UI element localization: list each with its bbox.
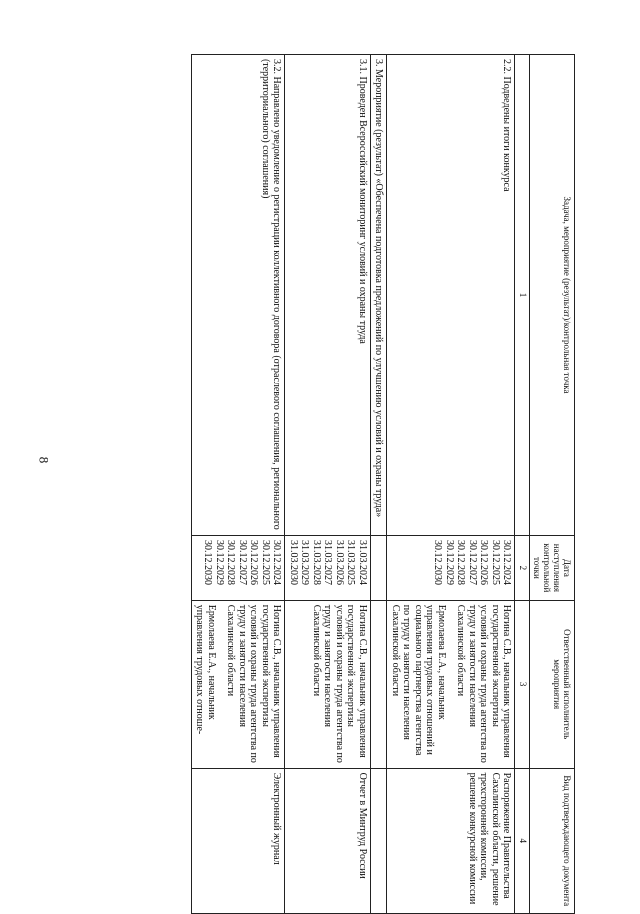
column-number: 4	[515, 768, 530, 913]
header-date: Дата наступления контрольной точки	[530, 535, 575, 600]
executor-cell	[192, 600, 286, 768]
dates-cell: 31.03.2024 31.03.2025 31.03.2026 31.03.2027 31.03.2028 31.03.2029 31.03.2030	[285, 535, 371, 600]
column-number-row	[515, 55, 530, 914]
table-row	[285, 55, 371, 914]
executor-cell	[387, 600, 515, 768]
executor-2: Ермолаева Е.А., начальник управления трудовых отношений и социального партнерства агентства по труду и занятости населения Сахалинской области	[390, 604, 447, 756]
executor-cell	[285, 600, 371, 768]
document-table-rotated	[65, 54, 575, 914]
executor-1: Ногина С.В., начальник управления государственной экспертизы условий и охраны труда агентства по труду и занятости населения Сахалинской области	[311, 604, 368, 763]
dates-cell: 30.12.2024 30.12.2025 30.12.2026 30.12.2027 30.12.2028 30.12.2029 30.12.2030	[387, 535, 515, 600]
executor-1: Ногина С.В., начальник управления государственной экспертизы условий и охраны труда агентства по труду и занятости населения Сахалинской области	[225, 604, 283, 763]
header-doc-type: Вид подтверждающего документа	[530, 768, 575, 913]
task-cell: 3.1. Проведен Всероссийский мониторинг условий и охраны труда	[285, 55, 371, 536]
section-3-title: 3. Мероприятие (результат) «Обеспечена подготовка предложений по улучшению условий и охраны труда»	[371, 55, 388, 536]
header-executor: Ответственный исполнитель мероприятия	[530, 600, 575, 768]
task-cell: 3.2. Направлено уведомление о регистрации коллективного договора (отраслевого соглашения, регионального (территориального) соглашения)	[192, 55, 286, 536]
header-task: Задача, мероприятие (результат)/контрольная точка	[530, 55, 575, 536]
control-points-table	[191, 54, 575, 914]
doc-cell: Отчет в Минтруд России	[285, 768, 371, 913]
executor-2: Ермолаева Е.А., начальник управления трудовых отноше-	[194, 604, 217, 735]
column-number: 3	[515, 600, 530, 768]
column-number: 2	[515, 535, 530, 600]
executor-1: Ногина С.В., начальник управления государственной экспертизы условий и охраны труда агентства по труду и занятости населения Сахалинской области	[455, 604, 513, 763]
task-cell: 2.2. Подведены итоги конкурса	[387, 55, 515, 536]
table-row	[387, 55, 515, 914]
dates-cell: 30.12.2024 30.12.2025 30.12.2026 30.12.2027 30.12.2028 30.12.2029 30.12.2030	[192, 535, 286, 600]
doc-cell: Распоряжение Правительства Сахалинской области, решение трехсторонней комиссии, решение конкурсной комиссии	[387, 768, 515, 913]
page-number: 8	[36, 456, 52, 464]
header-row	[530, 55, 575, 914]
table-row	[192, 55, 286, 914]
doc-cell: Электронный журнал	[192, 768, 286, 913]
column-number: 1	[515, 55, 530, 536]
section-row	[371, 55, 388, 914]
